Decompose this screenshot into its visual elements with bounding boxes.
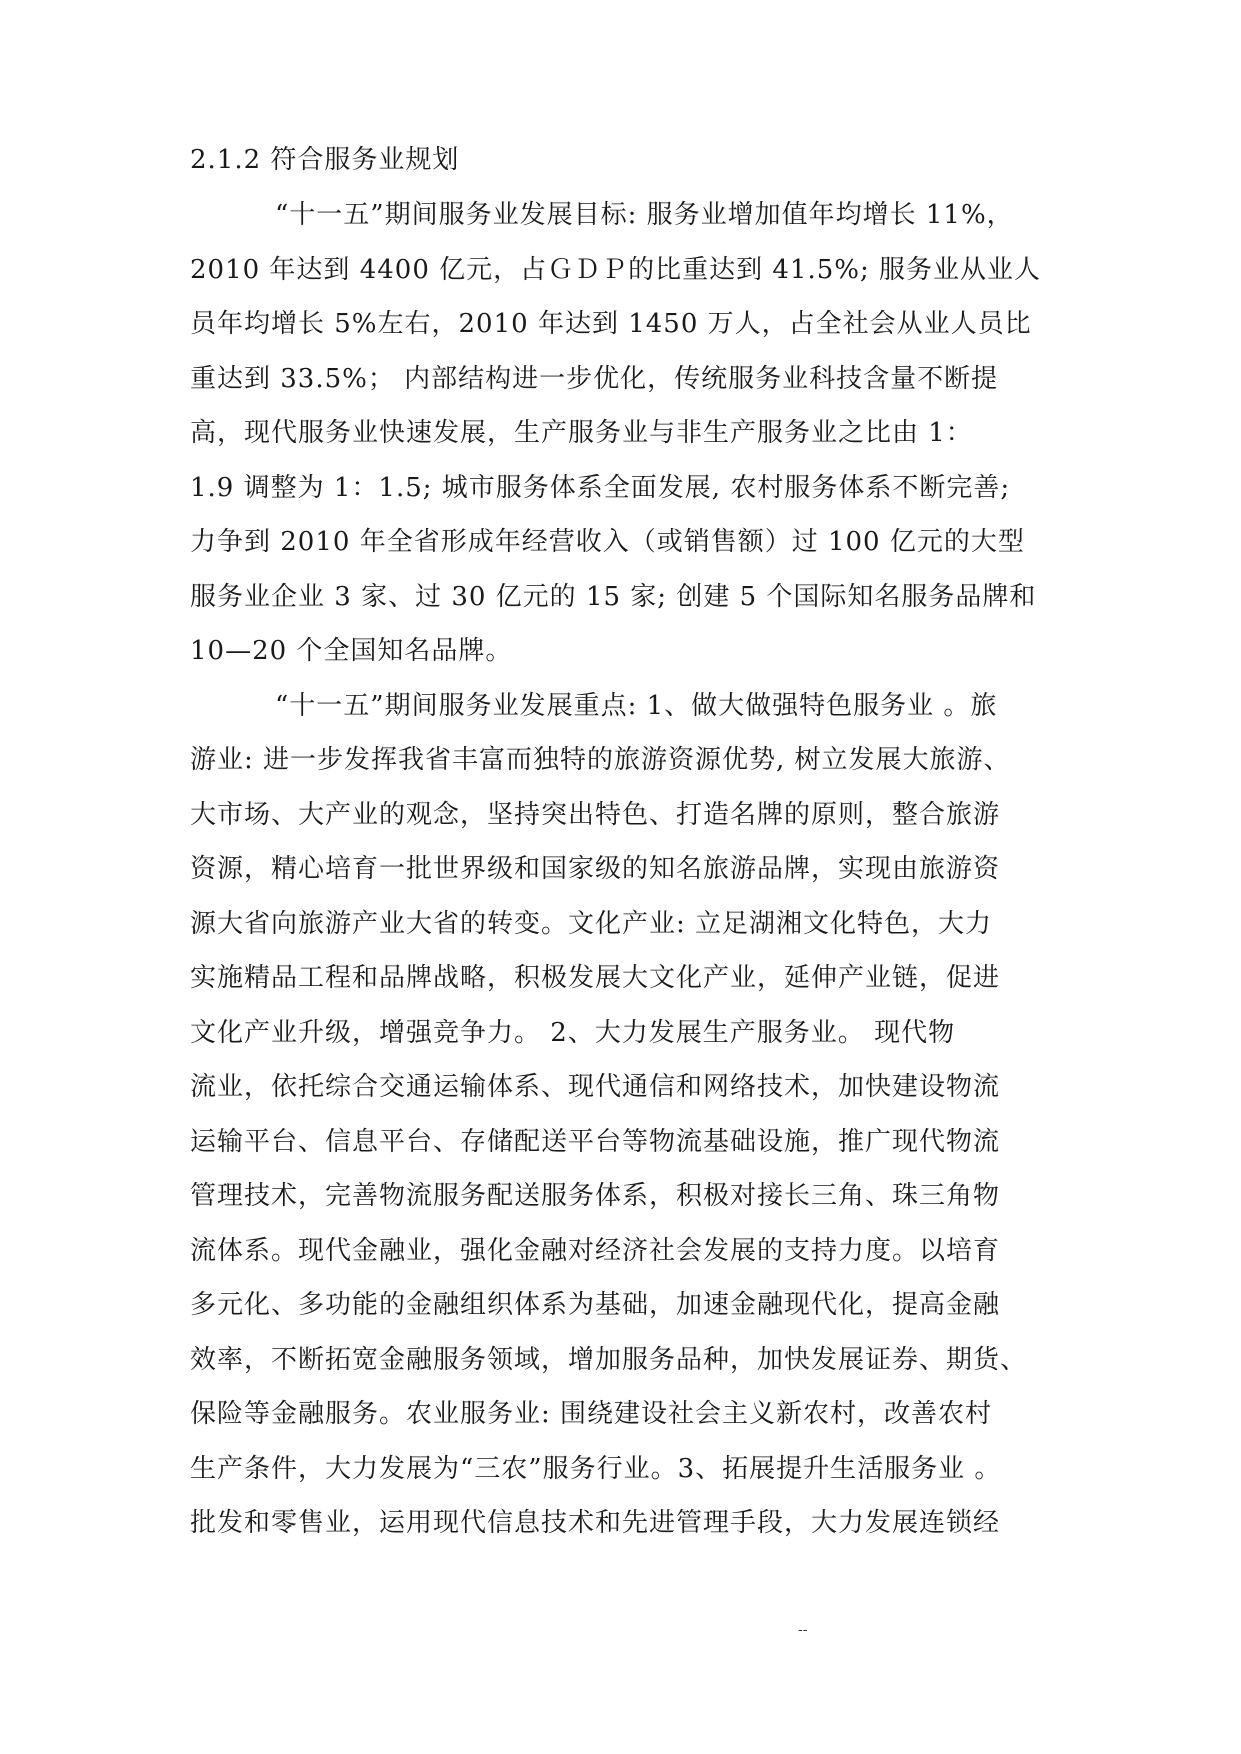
paragraph-2-line-6: 实施精品工程和品牌战略，积极发展大文化产业，延伸产业链，促进 (190, 963, 1001, 993)
paragraph-2-line-8: 流业，依托综合交通运输体系、现代通信和网络技术，加快建设物流 (190, 1072, 1001, 1102)
paragraph-2-line-5: 源大省向旅游产业大省的转变。文化产业: 立足湖湘文化特色，大力 (190, 909, 993, 939)
section-heading: 2.1.2 符合服务业规划 (190, 145, 460, 175)
paragraph-1-line-4: 重达到 33.5%； 内部结构进一步优化，传统服务业科技含量不断提 (190, 364, 999, 394)
paragraph-2-line-9: 运输平台、信息平台、存储配送平台等物流基础设施，推广现代物流 (190, 1127, 1001, 1157)
paragraph-2-line-12: 多元化、多功能的金融组织体系为基础，加速金融现代化，提高金融 (190, 1290, 1001, 1320)
paragraph-2-line-13: 效率，不断拓宽金融服务领域，增加服务品种，加快发展证券、期货、 (190, 1345, 1028, 1375)
paragraph-1-line-3: 员年均增长 5%左右，2010 年达到 1450 万人，占全社会从业人员比 (190, 309, 1032, 339)
page-footer-mark: -- (798, 1622, 808, 1638)
paragraph-2-line-16: 批发和零售业，运用现代信息技术和先进管理手段，大力发展连锁经 (190, 1508, 1001, 1538)
paragraph-2-line-11: 流体系。现代金融业，强化金融对经济社会发展的支持力度。以培育 (190, 1236, 1001, 1266)
paragraph-1-line-2: 2010 年达到 4400 亿元，占ＧＤＰ的比重达到 41.5%; 服务业从业人 (190, 255, 1042, 285)
paragraph-1-line-9: 10—20 个全国知名品牌。 (190, 636, 513, 666)
paragraph-2-line-4: 资源，精心培育一批世界级和国家级的知名旅游品牌，实现由旅游资 (190, 854, 1001, 884)
paragraph-2-line-2: 游业: 进一步发挥我省丰富而独特的旅游资源优势, 树立发展大旅游、 (190, 745, 1011, 775)
paragraph-2-line-15: 生产条件，大力发展为“三农”服务行业。3、拓展提升生活服务业 。 (190, 1454, 1002, 1484)
paragraph-1-line-8: 服务业企业 3 家、过 30 亿元的 15 家; 创建 5 个国际知名服务品牌和 (190, 582, 1037, 612)
paragraph-1-line-7: 力争到 2010 年全省形成年经营收入（或销售额）过 100 亿元的大型 (190, 527, 1025, 557)
paragraph-1-line-6: 1.9 调整为 1：1.5; 城市服务体系全面发展, 农村服务体系不断完善; (190, 473, 1011, 503)
paragraph-1-line-1: “十一五”期间服务业发展目标: 服务业增加值年均增长 11%， (275, 200, 1014, 230)
paragraph-2-line-10: 管理技术，完善物流服务配送服务体系，积极对接长三角、珠三角物 (190, 1181, 1001, 1211)
paragraph-2-line-1: “十一五”期间服务业发展重点: 1、做大做强特色服务业 。旅 (275, 691, 998, 721)
paragraph-2-line-3: 大市场、大产业的观念，坚持突出特色、打造名牌的原则，整合旅游 (190, 800, 1001, 830)
paragraph-1-line-5: 高，现代服务业快速发展，生产服务业与非生产服务业之比由 1： (190, 418, 973, 448)
paragraph-2-line-14: 保险等金融服务。农业服务业: 围绕建设社会主义新农村，改善农村 (190, 1399, 993, 1429)
paragraph-2-line-7: 文化产业升级，增强竞争力。 2、大力发展生产服务业。 现代物 (190, 1018, 956, 1048)
